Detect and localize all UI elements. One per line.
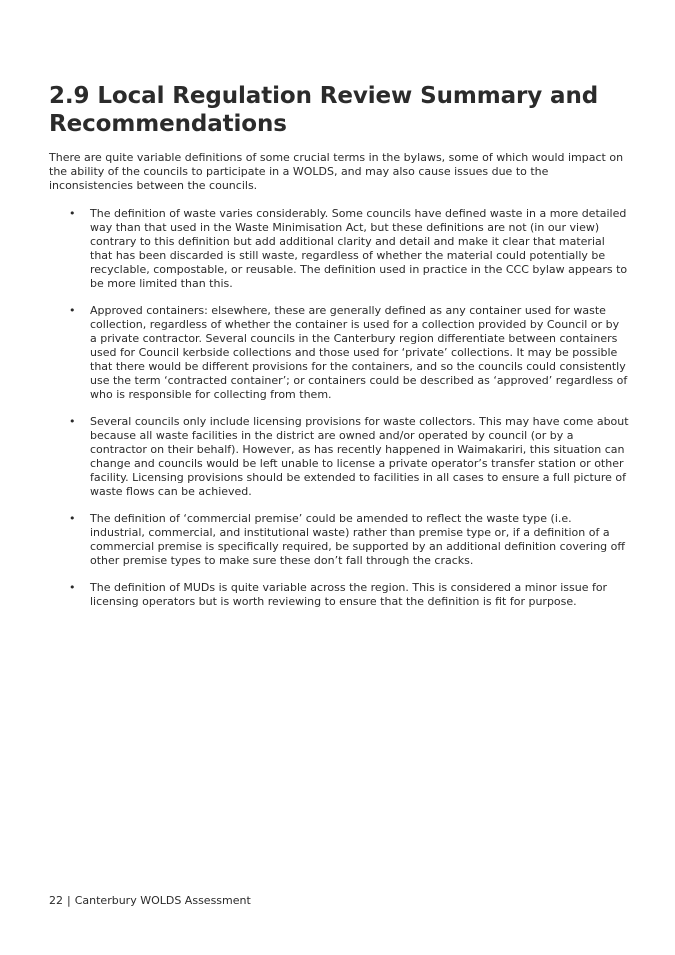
bullet-icon: • [69,512,76,525]
list-item [49,207,629,291]
list-item [49,415,629,499]
bullet-icon: • [69,304,76,317]
section-heading: 2.9 Local Regulation Review Summary and Recommendations [49,83,599,137]
list-item-text: The definition of ‘commercial premise’ could be amended to reflect the waste type (i.e. industrial, commercial, and institutional waste) rather than premise type or, if a definition of a commercial premise is specifically required, be supported by an additional definition covering off other premise types to make sure these don’t fall through the cracks. [90,512,625,567]
bullet-icon: • [69,415,76,428]
footer-separator: | [67,894,71,907]
list-item-text: The definition of MUDs is quite variable across the region. This is considered a minor issue for licensing operators but is worth reviewing to ensure that the definition is fit for purpose. [90,581,608,608]
recommendations-list [49,207,629,622]
footer-document-title: Canterbury WOLDS Assessment [74,894,251,907]
bullet-icon: • [69,581,76,594]
list-item-text: Approved containers: elsewhere, these are generally defined as any container used for waste collection, regardless of whether the container is used for a collection provided by Council or by a private contractor. Several councils in the Canterbury region differentiate between containers used for Council kerbside collections and those used for ‘private’ collections. It may be possible that there would be different provisions for the containers, and so the councils could consistently use the term ‘contracted container’; or containers could be described as ‘approved’ regardless of who is responsible for collecting from them. [90,304,628,401]
page-footer [49,894,251,908]
list-item-text: The definition of waste varies considerably. Some councils have defined waste in a more detailed way than that used in the Waste Minimisation Act, but these definitions are not (in our view) contrary to this definition but add additional clarity and detail and make it clear that material that has been discarded is still waste, regardless of whether the material could potentially be recyclable, compostable, or reusable. The definition used in practice in the CCC bylaw appears to be more limited than this. [90,207,628,290]
bullet-icon: • [69,207,76,220]
page-number: 22 [49,894,63,907]
list-item [49,581,629,609]
intro-paragraph: There are quite variable definitions of some crucial terms in the bylaws, some of which would impact on the ability of the councils to participate in a WOLDS, and may also cause issues due to the inconsistencies between the councils. [49,151,624,192]
list-item-text: Several councils only include licensing provisions for waste collectors. This may have come about because all waste facilities in the district are owned and/or operated by council (or by a contractor on their behalf). However, as has recently happened in Waimakariri, this situation can change and councils would be left unable to license a private operator’s transfer station or other facility. Licensing provisions should be extended to facilities in all cases to ensure a full picture of waste flows can be achieved. [90,415,629,498]
list-item [49,304,629,402]
list-item [49,512,629,568]
